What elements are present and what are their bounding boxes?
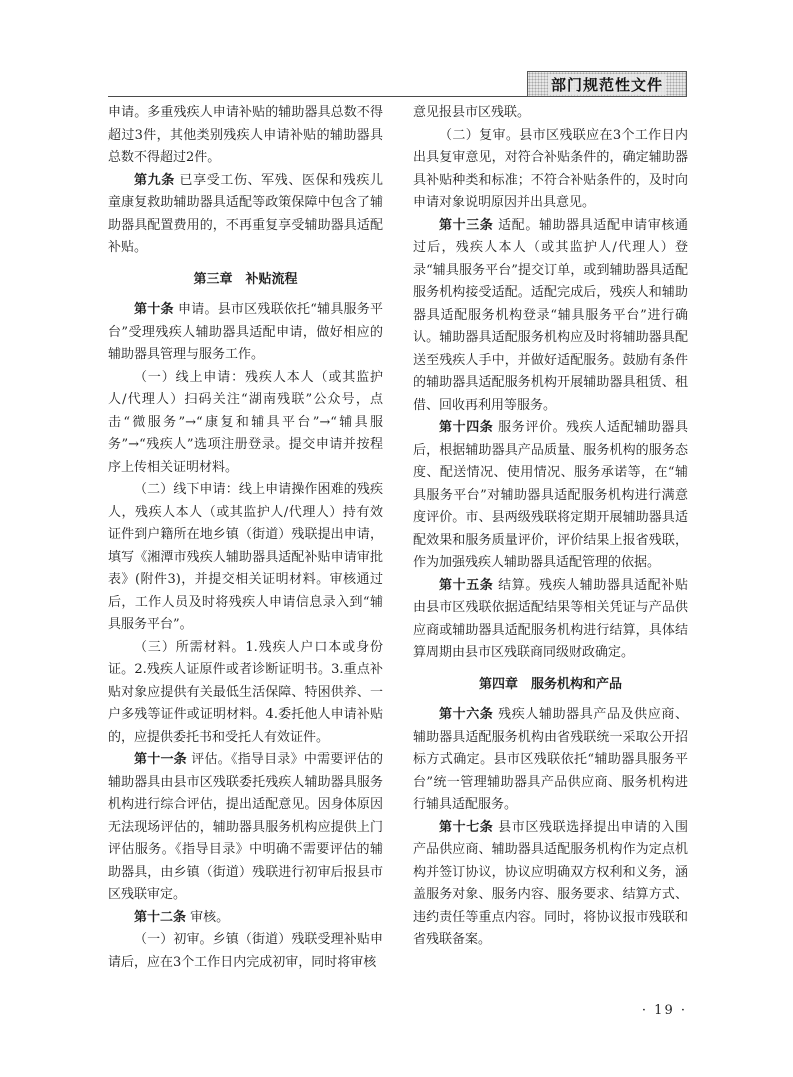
article-text: 审核。 [186, 909, 230, 925]
article-title: 第十七条 [439, 819, 494, 835]
paragraph: 申请。多重残疾人申请补贴的辅助器具总数不得超过3件，其他类别残疾人申请补贴的辅助器具总数不得超过2件。 [108, 105, 383, 165]
article-text: 结算。残疾人辅助器具适配补贴由县市区残联依据适配结果等相关凭证与产品供应商或辅助器具适配服务机构进行结算，具体结算周期由县市区残联商同级财政确定。 [413, 577, 688, 660]
chapter-3-heading: 第三章 补贴流程 [193, 271, 298, 287]
article-15 [413, 575, 688, 665]
article-title: 第十条 [134, 302, 174, 317]
article-title: 第十一条 [134, 752, 187, 767]
section-label-badge [527, 71, 687, 97]
right-column [413, 102, 688, 952]
article-text: 适配。辅助器具适配申请审核通过后，残疾人本人（或其监护人/代理人）登录“辅具服务平台”提交订单，或到辅助器具适配服务机构接受适配。适配完成后，残疾人和辅助器具适配服务机构登录“辅具服务平台”进行确认。辅助器具适配服务机构应及时将辅助器具配送至残疾人手中，并做好适配服务。鼓励有条件的辅助器具适配服务机构开展辅助器具租赁、租借、回收再利用等服务。 [413, 217, 688, 413]
article-text: 县市区残联选择提出申请的入围产品供应商、辅助器具适配服务机构作为定点机构并签订协议，协议应明确双方权利和义务，涵盖服务对象、服务内容、服务要求、结算方式、违约责任等重点内容。同时，将协议报市残联和省残联备案。 [413, 819, 688, 947]
article-9 [108, 170, 383, 260]
article-title: 第九条 [134, 172, 175, 188]
article-13 [413, 215, 688, 418]
article-16 [413, 704, 688, 817]
page-number: · 19 · [641, 1003, 687, 1018]
paragraph: 意见报县市区残联。 [413, 105, 531, 120]
paragraph-online-application: （一）线上申请：残疾人本人（或其监护人/代理人）扫码关注“湖南残联”公众号，点击“微服务”→“康复和辅具平台”→“辅具服务”→“残疾人”选项注册登录。提交申请并按程序上传相关证明材料。 [108, 369, 383, 475]
article-17 [413, 817, 688, 952]
chapter-4-heading: 第四章 服务机构和产品 [478, 676, 622, 692]
left-column [108, 102, 383, 974]
article-10 [108, 299, 383, 367]
article-text: 已享受工伤、军残、医保和残疾儿童康复救助辅助器具适配等政策保障中包含了辅助器具配置费用的，不再重复享受辅助器具适配补贴。 [108, 172, 383, 255]
article-text: 申请。县市区残联依托“辅具服务平台”受理残疾人辅助器具适配申请，做好相应的辅助器具管理与服务工作。 [108, 302, 383, 362]
article-11 [108, 749, 383, 907]
paragraph-second-review: （二）复审。县市区残联应在3个工作日内出具复审意见，对符合补贴条件的，确定辅助器具补贴种类和标准；不符合补贴条件的，及时向申请对象说明原因并出具意见。 [413, 127, 688, 210]
article-title: 第十三条 [439, 217, 494, 233]
article-title: 第十二条 [134, 909, 187, 925]
article-12 [108, 907, 383, 930]
article-14 [413, 417, 688, 575]
article-title: 第十四条 [439, 420, 494, 435]
paragraph-first-review: （一）初审。乡镇（街道）残联受理补贴申请后，应在3个工作日内完成初审，同时将审核 [108, 932, 383, 970]
article-title: 第十六条 [439, 707, 494, 722]
article-text: 残疾人辅助器具产品及供应商、辅助器具适配服务机构由省残联统一采取公开招标方式确定。县市区残联依托“辅助器具服务平台”统一管理辅助器具产品供应商、服务机构进行辅具适配服务。 [413, 707, 688, 812]
paragraph-required-materials: （三）所需材料。1.残疾人户口本或身份证。2.残疾人证原件或者诊断证明书。3.重点补贴对象应提供有关最低生活保障、特困供养、一户多残等证件或证明材料。4.委托他人申请补贴的，应提供委托书和受托人有效证件。 [108, 639, 383, 745]
article-title: 第十五条 [439, 577, 494, 593]
paragraph-offline-application: （二）线下申请：线上申请操作困难的残疾人，残疾人本人（或其监护人/代理人）持有效证件到户籍所在地乡镇（街道）残联提出申请，填写《湘潭市残疾人辅助器具适配补贴申请审批表》(附件3)，并提交相关证明材料。审核通过后，工作人员及时将残疾人申请信息录入到“辅具服务平台”。 [108, 482, 383, 632]
article-text: 服务评价。残疾人适配辅助器具后，根据辅助器具产品质量、服务机构的服务态度、配送情况、使用情况、服务承诺等，在“辅具服务平台”对辅助器具适配服务机构进行满意度评价。市、县两级残联将定期开展辅助器具适配效果和服务质量评价，评价结果上报省残联，作为加强残疾人辅助器具适配管理的依据。 [413, 420, 688, 570]
article-text: 评估。《指导目录》中需要评估的辅助器具由县市区残联委托残疾人辅助器具服务机构进行综合评估，提出适配意见。因身体原因无法现场评估的，辅助器具服务机构应提供上门评估服务。《指导目录》中明确不需要评估的辅助器具，由乡镇（街道）残联进行初审后报县市区残联审定。 [108, 752, 383, 902]
section-label: 部门规范性文件 [548, 74, 666, 95]
